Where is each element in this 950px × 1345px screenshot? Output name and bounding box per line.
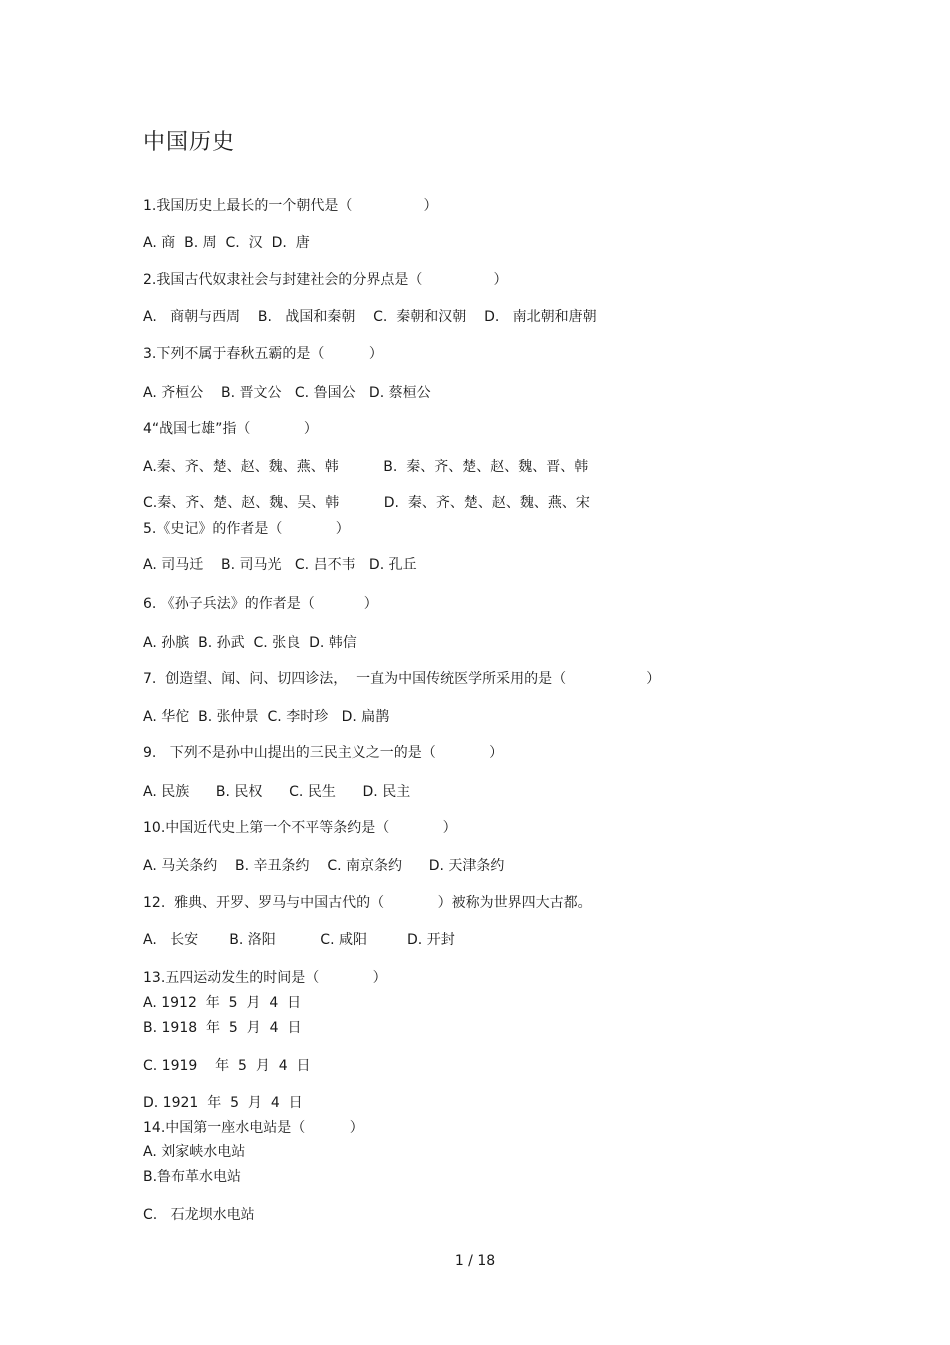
question-4-options-cd: C.秦、齐、楚、赵、魏、吴、韩 D. 秦、齐、楚、赵、魏、燕、宋 (143, 495, 590, 511)
page-number: 1 / 18 (454, 1253, 496, 1269)
question-3-options: A. 齐桓公 B. 晋文公 C. 鲁国公 D. 蔡桓公 (143, 385, 431, 401)
question-12: 12. 雅典、开罗、罗马与中国古代的（ ）被称为世界四大古都。 (143, 895, 592, 911)
question-7: 7. 创造望、闻、问、切四诊法， 一直为中国传统医学所采用的是（ ） (143, 671, 661, 687)
question-13-option-b: B. 1918 年 5 月 4 日 (143, 1020, 302, 1036)
question-12-options: A. 长安 B. 洛阳 C. 咸阳 D. 开封 (143, 932, 455, 948)
question-1-options: A. 商 B. 周 C. 汉 D. 唐 (143, 235, 310, 251)
question-13-option-c: C. 1919 年 5 月 4 日 (143, 1058, 311, 1074)
question-4: 4“战国七雄”指（ ） (143, 421, 318, 437)
question-10-options: A. 马关条约 B. 辛丑条约 C. 南京条约 D. 天津条约 (143, 858, 505, 874)
question-9-options: A. 民族 B. 民权 C. 民生 D. 民主 (143, 784, 411, 800)
question-6: 6. 《孙子兵法》的作者是（ ） (143, 596, 378, 612)
question-4-options-ab: A.秦、齐、楚、赵、魏、燕、韩 B. 秦、齐、楚、赵、魏、晋、韩 (143, 459, 589, 475)
question-6-options: A. 孙膑 B. 孙武 C. 张良 D. 韩信 (143, 635, 357, 651)
question-14-option-c: C. 石龙坝水电站 (143, 1207, 255, 1223)
question-10: 10.中国近代史上第一个不平等条约是（ ） (143, 820, 457, 836)
question-5-options: A. 司马迁 B. 司马光 C. 吕不韦 D. 孔丘 (143, 557, 417, 573)
question-9: 9. 下列不是孙中山提出的三民主义之一的是（ ） (143, 745, 504, 761)
question-2-options: A. 商朝与西周 B. 战国和秦朝 C. 秦朝和汉朝 D. 南北朝和唐朝 (143, 309, 597, 325)
question-13-option-a: A. 1912 年 5 月 4 日 (143, 995, 302, 1011)
question-3: 3.下列不属于春秋五霸的是（ ） (143, 346, 383, 362)
question-1: 1.我国历史上最长的一个朝代是（ ） (143, 198, 438, 214)
question-5: 5.《史记》的作者是（ ） (143, 521, 350, 537)
question-7-options: A. 华佗 B. 张仲景 C. 李时珍 D. 扁鹊 (143, 709, 390, 725)
question-14: 14.中国第一座水电站是（ ） (143, 1120, 364, 1136)
question-13-option-d: D. 1921 年 5 月 4 日 (143, 1095, 303, 1111)
question-14-option-a: A. 刘家峡水电站 (143, 1144, 246, 1160)
question-2: 2.我国古代奴隶社会与封建社会的分界点是（ ） (143, 272, 508, 288)
question-13: 13.五四运动发生的时间是（ ） (143, 970, 387, 986)
page-title: 中国历史 (143, 130, 236, 155)
question-14-option-b: B.鲁布革水电站 (143, 1169, 242, 1185)
